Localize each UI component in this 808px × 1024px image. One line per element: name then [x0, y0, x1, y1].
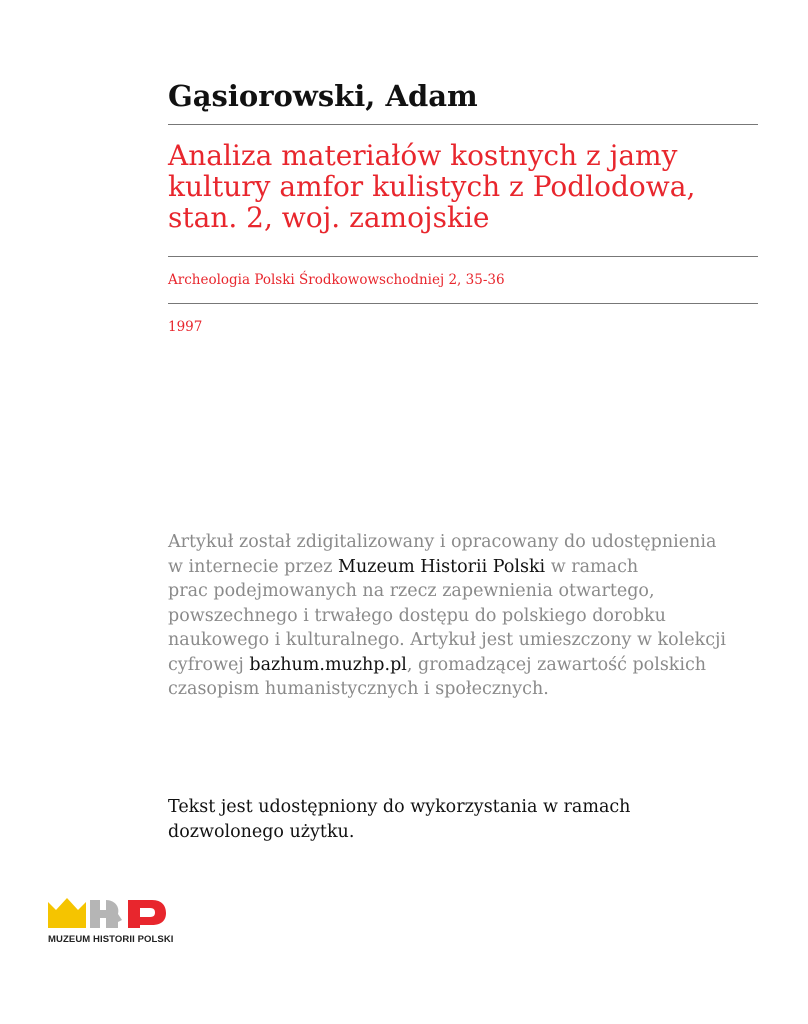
- article-title: [168, 140, 768, 233]
- title-line: stan. 2, woj. zamojskie: [168, 201, 490, 234]
- notice-line: czasopism humanistycznych i społecznych.: [168, 679, 549, 699]
- divider-top: [168, 124, 758, 125]
- notice-text: , gromadzącej zawartość polskich: [406, 654, 707, 675]
- divider-middle: [168, 256, 758, 257]
- notice-line: [168, 653, 748, 678]
- author-name: Gąsiorowski, Adam: [168, 79, 478, 113]
- notice-line: [168, 555, 748, 580]
- museum-link[interactable]: Muzeum Historii Polski: [338, 556, 546, 577]
- usage-line: dozwolonego użytku.: [168, 822, 355, 842]
- bazhum-link[interactable]: bazhum.muzhp.pl: [249, 654, 407, 675]
- digitization-notice: [168, 530, 748, 702]
- notice-line: powszechnego i trwałego dostępu do polskiego dorobku: [168, 605, 666, 626]
- notice-text: cyfrowej: [168, 654, 250, 675]
- notice-text: w internecie przez: [168, 556, 339, 577]
- museum-logo: [48, 896, 178, 946]
- notice-text: w ramach: [545, 556, 639, 577]
- notice-line: prac podejmowanych na rzecz zapewnienia otwartego,: [168, 581, 655, 601]
- logo-caption: MUZEUM HISTORII POLSKI: [48, 934, 174, 945]
- notice-line: naukowego i kulturalnego. Artykuł jest umieszczony w kolekcji: [168, 630, 727, 650]
- title-line: kultury amfor kulistych z Podlodowa,: [168, 170, 696, 203]
- source-citation: Archeologia Polski Środkowowschodniej 2, 35-36: [168, 272, 505, 288]
- usage-statement: [168, 795, 748, 845]
- publication-year: 1997: [168, 319, 203, 335]
- title-line: Analiza materiałów kostnych z jamy: [168, 139, 678, 172]
- notice-line: Artykuł został zdigitalizowany i opracowany do udostępnienia: [168, 532, 717, 552]
- divider-bottom: [168, 303, 758, 304]
- mhp-logo-icon: [48, 896, 178, 932]
- usage-line: Tekst jest udostępniony do wykorzystania w ramach: [168, 797, 631, 817]
